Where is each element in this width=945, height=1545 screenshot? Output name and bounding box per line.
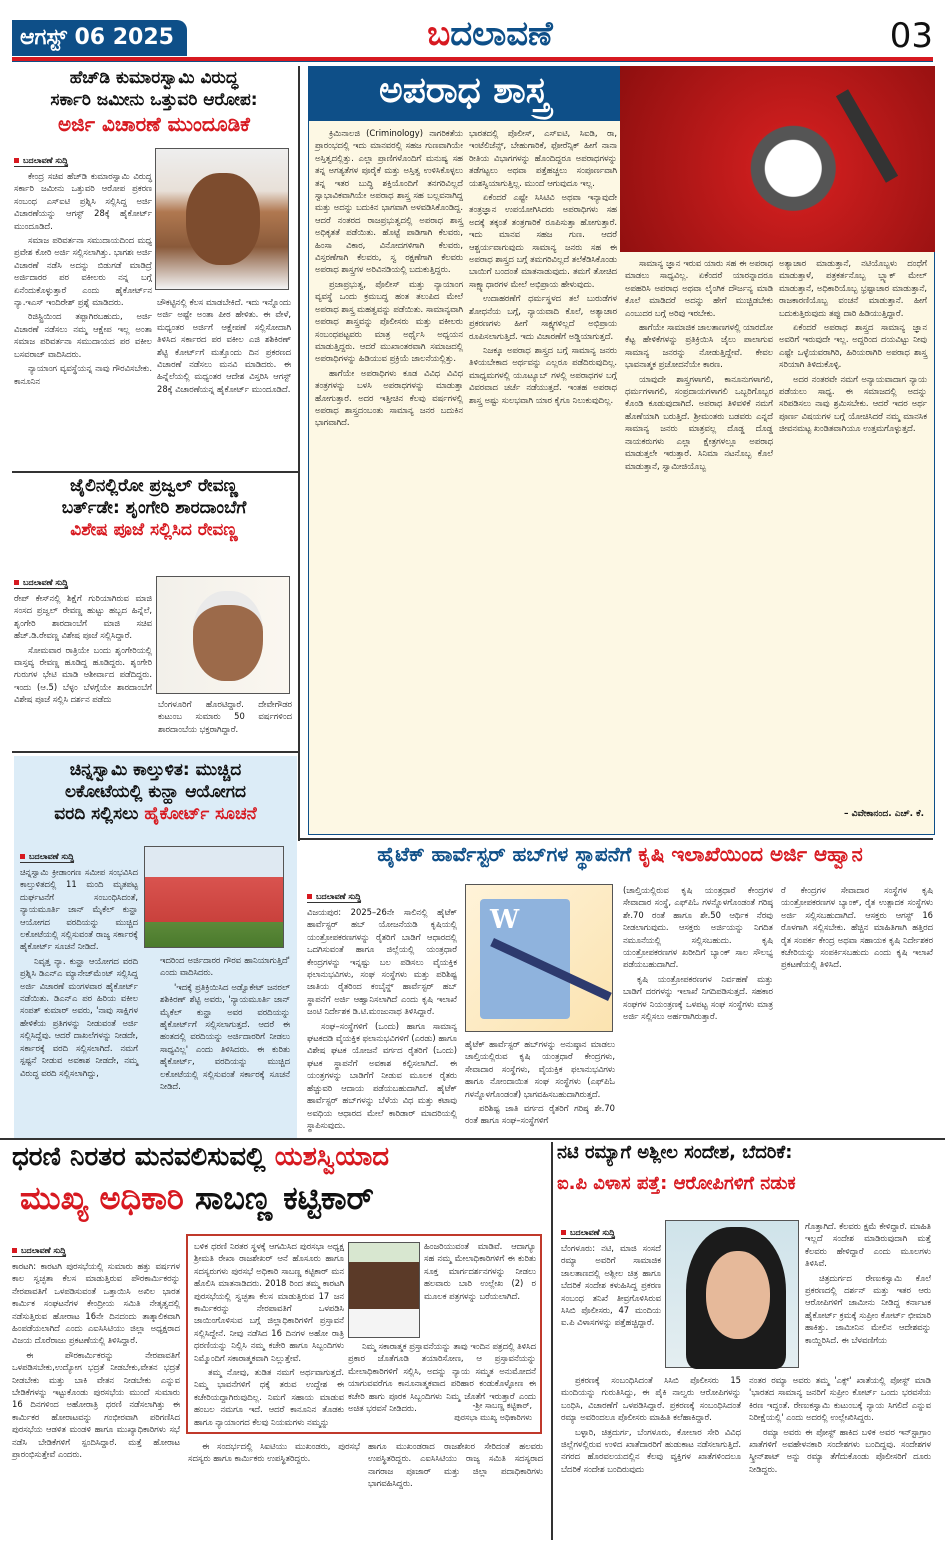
headline-line: ಹೆಚ್‌ಡಿ ಕುಮಾರಸ್ವಾಮಿ ವಿರುದ್ಧ — [69, 68, 239, 88]
headline-line: ನಟಿ ರಮ್ಯಾಗೆ ಅಶ್ಲೀಲ ಸಂದೇಶ, ಬೆದರಿಕೆ: — [557, 1142, 793, 1163]
paragraph: ಸೋಮವಾರ ರಾತ್ರಿಯೇ ಬಂದು ಶೃಂಗೇರಿಯಲ್ಲಿ ವಾಸ್ತವ್ಯ ರೇವಣ್ಣ ಹೂಡಿದ್ದ ಹೂಡಿದ್ದರು. ಶೃಂಗೇರಿ ಗುರುಗಳ ಭೇಟಿ ಮಾಡಿ ಆಶೀರ್ವಾದ ಪಡೆದಿದ್ದರು. ಇಂದು (ಆ.5) ಬೆಳ್ಳಂ ಬೆಳಗ್ಗೆಯೇ ಶಾರದಾಂಬೆಗೆ ವಿಶೇಷ ಪೂಜೆ ಸಲ್ಲಿಸಿ ದರ್ಶನ ಪಡೆದು — [14, 644, 152, 705]
paragraph: ಯಾವುದೇ ಶಾಸ್ತ್ರಗಳಾಗಲಿ, ಕಾನೂನುಗಳಾಗಲಿ, ಧರ್ಮಗಳಾಗಲಿ, ಸಂಪ್ರದಾಯಗಳಾಗಲಿ ಒಬ್ಬರಿಗೊಬ್ಬರ ಕೊಂಡಿ ಕೂಡುವುದಾಗಿದೆ. ಅಪರಾಧ ತಿಳಿವಳಿಕೆ ನಮಗೆ ಹೊಣೆಯಾಗಿ ಬರುತ್ತಿದೆ. ಶ್ರೀಮಂತರು ಬಡವರು ಎನ್ನದೆ ಸಾಮಾನ್ಯ ಜನರು ಮಾತ್ರವಲ್ಲ ದೊಡ್ಡ ದೊಡ್ಡ ನಾಯಕರುಗಳು ಎಲ್ಲಾ ಕ್ಷೇತ್ರಗಳಲ್ಲೂ ಅಪರಾಧ ಮಾಡುತ್ತಲೇ ಇರುತ್ತಾರೆ. ಸಿನಿಮಾ ನಟನೊಬ್ಬ ಕೊಲೆ ಮಾಡುತ್ತಾನೆ, ಸ್ವಾಮೀಜಿಯೊಬ್ಬ — [625, 373, 773, 471]
paragraph: ಪರಿಶಿಷ್ಟ ಜಾತಿ ವರ್ಗದ ರೈತರಿಗೆ ಗರಿಷ್ಠ ಶೇ.70 ರಂತೆ ಹಾಗೂ ಸಂಘ–ಸಂಸ್ಥೆಗಳಿಗೆ — [465, 1103, 615, 1126]
paragraph: (ಚಾಲ್ತಿಯಲ್ಲಿರುವ ಕೃಷಿ ಯಂತ್ರಧಾರೆ ಕೇಂದ್ರಗಳ ಸೇವಾದಾರ ಸಂಸ್ಥೆ, ಎಫ್‌ಪಿಓ ಗಳನ್ನೊಳಗೊಂಡಂತೆ ಗರಿಷ್ಠ ಶೇ.70 ರಂತೆ ಹಾಗೂ ಶೇ.50 ಆರ್ಥಿಕ ನೆರವು ನೀಡಲಾಗುವುದು. ಆಸಕ್ತರು ಅರ್ಜಿಯನ್ನು ನಿಗದಿತ ನಮೂನೆಯಲ್ಲಿ ಸಲ್ಲಿಸಬಹುದು. ಕೃಷಿ ಯಂತ್ರೋಪಕರಣಗಳ ಖರೀದಿಗೆ ಬ್ಯಾಂಕ್ ಸಾಲ ಸೌಲಭ್ಯ ಪಡೆಯಬಹುದಾಗಿದೆ. — [623, 885, 773, 970]
byline: ಬದಲಾವಣೆ ಸುದ್ದಿ — [12, 1246, 66, 1257]
header-divider-thin — [12, 61, 933, 62]
fingerprint-magnifier-image — [620, 66, 935, 252]
paragraph: ಏಕೆಂದರೆ ಅಪರಾಧ ಶಾಸ್ತ್ರದ ಸಾಮಾನ್ಯ ಜ್ಞಾನ ಅವರಿಗೆ ಇರುವುದೇ ಇಲ್ಲ. ಅದ್ದರಿಂದ ದಯವಿಟ್ಟು ನೀವು ಎಷ್ಟೇ ಒಳ್ಳೆಯವರಾಗಿರಿ, ಹಿರಿಯರಾಗಿರಿ ಅಪರಾಧ ಶಾಸ್ತ್ರ ಸರಿಯಾಗಿ ತಿಳಿದುಕೊಳ್ಳಿ. — [779, 322, 927, 370]
brush-icon — [836, 89, 898, 183]
paragraph: ಏಕೆಂದರೆ ಎಷ್ಟೇ ಸಿಸಿಟಿವಿ ಅಥವಾ ಇನ್ಯಾವುದೇ ತಂತ್ರಜ್ಞಾನ ಉಪಯೋಗಿಸಿದರು ಅಪರಾಧಿಗಳು ಸಹ ಅದಕ್ಕೆ ತಕ್ಕಂತೆ ತಂತ್ರಗಾರಿಕೆ ರೂಪಿಸುತ್ತಾ ಹೋಗುತ್ತಾರೆ. ಇದು ಮಾನವ ಸಹಜ ಗುಣ. ಆದರೆ ಆಶ್ಚರ್ಯವಾಗುವುದು ಸಾಮಾನ್ಯ ಜನರು ಸಹ ಈ ಅಪರಾಧ ಶಾಸ್ತ್ರದ ಬಗ್ಗೆ ತಮಗರಿವಿಲ್ಲದೆ ತಲೆಕೆಡಿಸಿಕೊಂಡು ಬಾಯಿಗೆ ಬಂದಂತೆ ಮಾತನಾಡುವುದು. ತಮಗೆ ತೋಚಿದ ಸಾಕ್ಷ್ಯಾಧಾರಗಳ ಮೇಲೆ ಅಭಿಪ್ರಾಯ ಹೇಳುವುದು. — [469, 192, 617, 289]
paragraph: ಕೇಂದ್ರ ಸಚಿವ ಹೆಚ್‌ಡಿ ಕುಮಾರಸ್ವಾಮಿ ವಿರುದ್ಧ ಸರ್ಕಾರಿ ಜಮೀನು ಒತ್ತುವರಿ ಆರೋಪ ಪ್ರಕರಣ ಸಂಬಂಧ ಎಸ್‌ಐಟಿ ಪ್ರಶ್ನಿಸಿ ಸಲ್ಲಿಸಿದ್ದ ಅರ್ಜಿ ವಿಚಾರಣೆಯನ್ನು ಆಗಸ್ಟ್ 28ಕ್ಕೆ ಹೈಕೋರ್ಟ್ ಮುಂದೂಡಿದೆ. — [14, 171, 152, 231]
column-divider — [551, 1142, 553, 1540]
byline: ಬದಲಾವಣೆ ಸುದ್ದಿ — [14, 156, 68, 167]
document-letter: W — [490, 905, 520, 935]
section-divider — [12, 751, 298, 753]
headline-line: ಜೈಲಿನಲ್ಲಿರೋ ಪ್ರಜ್ವಲ್ ರೇವಣ್ಣ — [70, 476, 238, 496]
article-body — [779, 257, 927, 802]
article-body — [307, 906, 457, 1144]
quote-body — [424, 1240, 536, 1338]
paragraph: ರಮ್ಯಾ ಅವರು ಈ ಪೋಸ್ಟ್ ಹಾಕಿದ ಬಳಿಕ ಅವರ ಇನ್‌ಸ್ಟಾಗ್ರಾಂ ಖಾತೆಗಳಿಗೆ ಅವಹೇಳನಕಾರಿ ಸಂದೇಶಗಳು ಬಂದಿದ್ದವು. ಸಂದೇಶಗಳ ಸ್ಕ್ರೀನ್‌ಶಾಟ್ ಅನ್ನು ರಮ್ಯಾ ತೆಗೆದುಕೊಂಡು ಪೊಲೀಸರಿಗೆ ದೂರು ನೀಡಿದ್ದರು. — [749, 1426, 931, 1474]
masthead-rest: ದಲಾವಣೆ — [450, 14, 553, 54]
paragraph: ಅದರ ನಂತರವೇ ನಮಗೆ ಅನ್ಯಾಯವಾದಾಗ ನ್ಯಾಯ ಪಡೆಯಲು ಸಾಧ್ಯ. ಈ ಸಮಾಜದಲ್ಲಿ ಅದನ್ನು ಸರಿಪಡಿಸಲು ನಾವು ಶ್ರಮಿಸಬೇಕು. ಆದರೆ ಇದರ ಅರ್ಥ ಪೂರ್ಣ ವಿಷಯಗಳ ಬಗ್ಗೆ ಯೋಚಿಸಿದರೆ ನಮ್ಮ ಮಾನಸಿಕ ಜೀವನಮಟ್ಟ ಖಂಡಿತವಾಗಿಯೂ ಉತ್ತಮಗೊಳ್ಳುತ್ತದೆ. — [779, 373, 927, 434]
quote-title: ಪುರಸಭಾ ಮುಖ್ಯ ಅಧಿಕಾರಿಗಳು — [454, 1413, 532, 1422]
paragraph: ಹಾಗೆಯೇ ಅಪರಾಧಿಗಳು ಕೂಡ ವಿವಿಧ ವಿವಿಧ ತಂತ್ರಗಳನ್ನು ಬಳಸಿ ಅಪರಾಧಗಳನ್ನು ಮಾಡುತ್ತಾ ಹೋಗುತ್ತಾರೆ. ಅದರ ಇತ್ತೀಚಿನ ಕೆಲವು ವರ್ಷಗಳಲ್ಲಿ ಅಪರಾಧ ಶಾಸ್ತ್ರದಂಬಂತು ಸಾಮಾನ್ಯ ಜನರ ಬದುಕಿನ ಭಾಗವಾಗಿದೆ. — [315, 367, 463, 428]
article-ramya — [557, 1142, 937, 1540]
headline-line: ಬರ್ತ್‌ಡೇ: ಶೃಂಗೇರಿ ಶಾರದಾಂಬೆಗೆ — [61, 498, 247, 518]
paragraph: ಚಿನ್ನಸ್ವಾಮಿ ಕ್ರೀಡಾಂಗಣ ಸಮೀಪ ಸಂಭವಿಸಿದ ಕಾಲ್ತುಳಿತದಲ್ಲಿ 11 ಮಂದಿ ಮೃತಪಟ್ಟ ದುರ್ಘಟನೆಗೆ ಸಂಬಂಧಿಸಿದಂತೆ, ನ್ಯಾಯಮೂರ್ತಿ ಜಾನ್ ಮೈಕೆಲ್ ಕುನ್ಹಾ ಆಯೋಗದ ವರದಿಯನ್ನು ಮುಚ್ಚಿದ ಲಕೋಟೆಯಲ್ಲಿ ಸಲ್ಲಿಸುವಂತೆ ರಾಜ್ಯ ಸರ್ಕಾರಕ್ಕೆ ಹೈಕೋರ್ಟ್ ಸೂಚನೆ ನೀಡಿದೆ. — [20, 867, 138, 952]
headline-text: ಧರಣಿ ನಿರತರ ಮನವಲಿಸುವಲ್ಲಿ — [12, 1142, 275, 1172]
headline-highlight: ಕೃಷಿ ಇಲಾಖೆಯಿಂದ ಅರ್ಜಿ ಆಹ್ವಾನ — [638, 842, 863, 866]
paragraph: ರಿಜಿಸ್ಟ್ರಿಯಿಂದ ತಪ್ಪಾಗಿರಬಹುದು, ಅರ್ಜಿ ವಿಚಾರಣೆ ನಡೆಸಲು ನಮ್ಮ ಆಕ್ಷೇಪ ಇಲ್ಲ ಅಂತಾ ಸಮಾಜ ಪರಿವರ್ತನಾ ಸಮುದಾಯದ ಪರ ವಕೀಲ ಬಸವರಾಜ್ ವಾದಿಸಿದರು. — [14, 311, 152, 359]
headline-highlight: ಹೈಕೋರ್ಟ್ ಸೂಚನೆ — [144, 804, 257, 824]
article-body — [157, 296, 291, 461]
headline-line: ಲಕೋಟೆಯಲ್ಲಿ ಕುನ್ಹಾ ಆಯೋಗದ — [65, 782, 246, 802]
feature-title: ಅಪರಾಧ ಶಾಸ್ತ್ರ — [308, 66, 620, 120]
headline-line — [14, 804, 297, 824]
article-body — [469, 127, 617, 827]
headline-text: ಹೈಟೆಕ್ ಹಾರ್ವೆಸ್ಟರ್ ಹಬ್‌ಗಳ ಸ್ಥಾಪನೆಗೆ — [377, 842, 639, 866]
paragraph: ಪ್ರಕರಣಕ್ಕೆ ಸಂಬಂಧಿಸಿದಂತೆ ಸಿಸಿಬಿ ಪೊಲೀಸರು 15 ಮಂದಿಯನ್ನು ಗುರುತಿಸಿದ್ದು, ಈ ಪೈಕಿ ನಾಲ್ವರು ಆರೋಪಿಗಳನ್ನು ಬಂಧಿಸಿ, ವಿಚಾರಣೆಗೆ ಒಳಪಡಿಸಿದ್ದಾರೆ. ಪ್ರಕರಣಕ್ಕೆ ಸಂಬಂಧಿಸಿದಂತೆ ರಮ್ಯಾ ಅವರಿಂದಲೂ ಪೊಲೀಸರು ಮಾಹಿತಿ ಕಲೆಹಾಕಿದ್ದಾರೆ. — [561, 1375, 741, 1423]
article-body — [14, 170, 152, 475]
photo-sabanna-kattikar — [348, 1242, 420, 1338]
article-body — [561, 1374, 741, 1534]
quote-attribution — [454, 1400, 532, 1424]
headline-line: ಸರ್ಕಾರಿ ಜಮೀನು ಒತ್ತುವರಿ ಆರೋಪ: — [50, 90, 258, 110]
article-body — [781, 884, 933, 1129]
paragraph: ಹಾಗೂ ಮುಖಂಡರಾದ ರಾಜಶೇಖರ ಸೇರಿದಂತೆ ಹಲವರು ಉಪಸ್ಥಿತರಿದ್ದರು. ಎಐಸಿಸಿಟಿಯು ರಾಜ್ಯ ಸಮಿತಿ ಸದಸ್ಯರಾದ ನಾಗರಾಜ ಪೂಜಾರ್ ಮತ್ತು ಜಿಲ್ಲಾ ಪದಾಧಿಕಾರಿಗಳು ಭಾಗವಹಿಸಿದ್ದರು. — [368, 1441, 543, 1489]
byline: ಬದಲಾವಣೆ ಸುದ್ದಿ — [14, 578, 68, 589]
headline-line: ಅರ್ಜಿ ವಿಚಾರಣೆ ಮುಂದೂಡಿಕೆ — [58, 112, 250, 136]
paragraph: 'ಇದಕ್ಕೆ ಪ್ರತಿಕ್ರಿಯಿಸಿದ ಅಡ್ವೊಕೇಟ್ ಜನರಲ್ ಶಶಿಕಿರಣ್ ಶೆಟ್ಟಿ ಅವರು, 'ನ್ಯಾಯಮೂರ್ತಿ ಜಾನ್ ಮೈಕೆಲ್ ಕುನ್ಹಾ ಅವರ ವರದಿಯನ್ನು ಹೈಕೋರ್ಟ್‌ಗೆ ಸಲ್ಲಿಸಲಾಗುತ್ತದೆ. ಆದರೆ ಈ ಹಂತದಲ್ಲಿ ವರದಿಯನ್ನು ಅರ್ಜಿದಾರರಿಗೆ ನೀಡಲು ಸಾಧ್ಯವಿಲ್ಲ' ಎಂದು ತಿಳಿಸಿದರು. ಈ ಕುರಿತು ಹೈಕೋರ್ಟ್, ವರದಿಯನ್ನು ಮುಚ್ಚಿದ ಲಕೋಟೆಯಲ್ಲಿ ಸಲ್ಲಿಸುವಂತೆ ಸರ್ಕಾರಕ್ಕೆ ಸೂಚನೆ ನೀಡಿದೆ. — [160, 981, 290, 1092]
paragraph: ಈ ಪೌರಕಾರ್ಮಿಕರನ್ನು ನೇರಪಾವತಿಗೆ ಒಳಪಡಿಸಬೇಕು,ಉದ್ಯೋಗ ಭದ್ರತೆ ನೀಡಬೇಕು,ವೇತನ ಭದ್ರತೆ ನೀಡಬೇಕು ಮತ್ತು ಬಾಕಿ ವೇತನ ನೀಡಬೇಕು ಎನ್ನುವ ಬೇಡಿಕೆಗಳನ್ನು ಇಟ್ಟುಕೊಂಡು ಪುರಸಭೆಯ ಮುಂದೆ ಸುಮಾರು 16 ದಿನಗಳಿಂದ ಅಹೋರಾತ್ರಿ ಧರಣಿ ನಡೆಸಲಾಗಿತ್ತು ಈ ಕಾರ್ಮಿಕರ ಹೋರಾಟವನ್ನು ಗಂಭೀರವಾಗಿ ಪರಿಗಣಿಸಿದ ಪುರಸಭೆಯ ಆಡಳಿತ ಮಂಡಳಿ ಹಾಗೂ ಮುಖ್ಯಾಧಿಕಾರಿಗಳು ಸಭೆ ನಡೆಸಿ ಬೇಡಿಕೆಗಳಿಗೆ ಸ್ಪಂದಿಸಿದ್ದಾರೆ. ಮತ್ತೆ ಹೋರಾಟ ಪ್ರಾರಂಭಿಸುತ್ತೇವೆ ಎಂದರು. — [12, 1349, 180, 1460]
quote-name: -ಶ್ರೀ ಸಾಬಣ್ಣ ಕಟ್ಟಿಕಾರ್, — [472, 1401, 532, 1410]
column-divider — [298, 66, 300, 841]
paragraph: ನ್ಯಾಯಾಂಗ ವ್ಯವಸ್ಥೆಯನ್ನ ನಾವು ಗೌರವಿಸಬೇಕು. ಕಾನೂನಿನ — [14, 363, 152, 386]
article-body — [188, 1440, 360, 1535]
paragraph: ತಮ್ಮ ನೋವು, ತುಡಿತ ನಮಗೆ ಅರ್ಥವಾಗುತ್ತದೆ. ನಿಮ್ಮ ಭಾವನೆಗಳಿಗೆ ಧಕ್ಕೆ ತರುವ ಉದ್ದೇಶ ಈ ಕಚೇರಿಯದ್ದಾಗಿರುವುದಿಲ್ಲ. ನಿಮಗೆ ಸಹಾಯ ಮಾಡುವ ಹಂಬಲ ನಮಗೂ ಇದೆ. ಆದರೆ ಕಾನೂನಿನ ತೊಡಕು ಹಾಗೂ ನ್ಯಾಯಾಂಗದ ಕೆಲವು ನಿಯಮಗಳು ನಮ್ಮನ್ನು — [194, 1367, 344, 1427]
headline-highlight: ಮುಖ್ಯ ಅಧಿಕಾರಿ — [20, 1179, 195, 1217]
paragraph: ಚಿತ್ರದುರ್ಗದ ರೇಣುಕಸ್ವಾಮಿ ಕೊಲೆ ಪ್ರಕರಣದಲ್ಲಿ ದರ್ಶನ್ ಮತ್ತು ಇತರ ಆರು ಆರೋಪಿಗಳಿಗೆ ಜಾಮೀನು ನೀಡಿದ್ದ ಕರ್ನಾಟಕ ಹೈಕೋರ್ಟ್ ಕ್ರಮಕ್ಕೆ ಸುಪ್ರೀಂ ಕೋರ್ಟ್ ಛೀಮಾರಿ ಹಾಕಿತ್ತು. ಜಾಮೀನಿನ ಮೇಲಿನ ಆದೇಶವನ್ನು ಕಾಯ್ದಿರಿಸಿದೆ. ಈ ಬೆಳವಣಿಗೆಯ — [805, 1272, 931, 1345]
photo-revanna — [156, 576, 290, 694]
article-body — [12, 1260, 180, 1545]
headline — [305, 842, 935, 866]
photo-ramya — [665, 1220, 799, 1368]
paragraph: ಹಾಗೆಯೇ ಸಾಮಾಜಿಕ ಜಾಲತಾಣಗಳಲ್ಲಿ ಯಾರದೋ ಕೆಟ್ಟ ಹೇಳಿಕೆಗಳನ್ನು ಪ್ರತಿಕ್ರಿಯಿಸಿ ಜೈಲು ಪಾಲಾಗುವ ಸಾಮಾನ್ಯ ಜನರನ್ನು ನೋಡುತ್ತಿದ್ದೇವೆ. ಕೇವಲ ಭಾವನಾತ್ಮಕ ಪ್ರಚೋದನೆಯೇ ಕಾರಣ. — [625, 322, 773, 370]
article-body — [625, 257, 773, 827]
paragraph: ಪ್ರಜಾಪ್ರಭುತ್ವ, ಪೊಲೀಸ್ ಮತ್ತು ನ್ಯಾಯಾಂಗ ವ್ಯವಸ್ಥೆ ಒಂದು ಕ್ರಮಬದ್ಧ ಹಂತ ತಲುಪಿದ ಮೇಲೆ ಅಪರಾಧ ಶಾಸ್ತ್ರ ಮಹತ್ವವನ್ನು ಪಡೆಯಿತು. ಸಾಮಾನ್ಯವಾಗಿ ಅಪರಾಧ ಶಾಸ್ತ್ರವನ್ನು ಪೊಲೀಸರು ಮತ್ತು ವಕೀಲರು ಸಂಬಂಧಪಟ್ಟವರು ಮಾತ್ರ ಅರ್ಥೈಸಿ ಅಧ್ಯಯನ ಮಾಡುತ್ತಿದ್ದರು. ಆದರೆ ಮುಖಾಂತರವಾಗಿ ಸಮಾಜದಲ್ಲಿ ಅಪರಾಧಿಗಳನ್ನು ಹಿಡಿಯುವ ಪ್ರಕ್ರಿಯೆ ಜಾಲನೆಯಲ್ಲಿತ್ತು. — [315, 278, 463, 364]
paragraph: ನಿಜಕ್ಕೂ ಅಪರಾಧ ಶಾಸ್ತ್ರದ ಬಗ್ಗೆ ಸಾಮಾನ್ಯ ಜನರು ತಿಳಿಯಬೇಕಾದ ಅರ್ಥವನ್ನು ಎಲ್ಲರೂ ಪಡೆದಿರುವುದಿಲ್ಲ. ಮಾಧ್ಯಮಗಳಲ್ಲಿ ಯೂಟ್ಯೂಬ್ ಗಳಲ್ಲಿ ಅಪರಾಧಗಳ ಬಗ್ಗೆ ವಿವರವಾದ ಚರ್ಚೆ ನಡೆಯುತ್ತದೆ. ಇಂತಹ ಅಪರಾಧ ಶಾಸ್ತ್ರ ಅಷ್ಟು ಸುಲಭವಾಗಿ ಯಾರ ಕೈಗೂ ನಿಲುಕುವುದಿಲ್ಲ. — [469, 344, 617, 405]
article-body — [561, 1242, 661, 1390]
paragraph: ಬೆಂಗಳೂರು: ನಟಿ, ಮಾಜಿ ಸಂಸದೆ ರಮ್ಯಾ ಅವರಿಗೆ ಸಾಮಾಜಿಕ ಜಾಲತಾಣದಲ್ಲಿ ಅಶ್ಲೀಲ ಚಿತ್ರ ಹಾಗೂ ಬೆದರಿಕೆ ಸಂದೇಶ ಕಳುಹಿಸಿದ್ದ ಪ್ರಕರಣ ಸಂಬಂಧ ತನಿಖೆ ತೀವ್ರಗೊಳಿಸಿರುವ ಸಿಸಿಬಿ ಪೊಲೀಸರು, 47 ಮಂದಿಯ ಐ.ಪಿ ವಿಳಾಸಗಳನ್ನು ಪತ್ತೆಹಚ್ಚಿದ್ದಾರೆ. — [561, 1243, 661, 1328]
headline-line — [8, 1142, 548, 1173]
section-divider — [0, 1138, 945, 1140]
paragraph: ಕಾರಟಗಿ: ಕಾರಟಗಿ ಪುರಸಭೆಯಲ್ಲಿ ಸುಮಾರು ಹತ್ತು ವರ್ಷಗಳ ಕಾಲ ಸ್ವಚ್ಛತಾ ಕೆಲಸ ಮಾಡುತ್ತಿರುವ ಪೌರಕಾರ್ಮಿಕರನ್ನು ನೇರಪಾವತಿಗೆ ಒಳಪಡಿಸುವಂತೆ ಒತ್ತಾಯಿಸಿ ಅಖಿಲ ಭಾರತ ಕಾರ್ಮಿಕ ಸಂಘಟನೆಗಳ ಕೇಂದ್ರೀಯ ಸಮಿತಿ ನೇತೃತ್ವದಲ್ಲಿ ನಡೆಸುತ್ತಿರುವ ಹೋರಾಟ 16ನೇ ದಿನದಂದು ತಾತ್ಕಾಲಿಕವಾಗಿ ಹಿಂಪಡೆಯಲಾಗಿದೆ ಎಂದು ಎಐಸಿಸಿಟಿಯು ಜಿಲ್ಲಾ ಅಧ್ಯಕ್ಷರಾದ ವಿಜಯ ದೊರೆರಾಜು ಪ್ರಕಟಣೆಯಲ್ಲಿ ತಿಳಿಸಿದ್ದಾರೆ. — [12, 1261, 180, 1346]
section-divider — [300, 838, 933, 840]
issue-date: ಆಗಸ್ಟ್ 06 2025 — [12, 20, 187, 56]
byline: ಬದಲಾವಣೆ ಸುದ್ದಿ — [20, 852, 74, 863]
paragraph: ನಂತರ ರಮ್ಯಾ ಅವರು ತಮ್ಮ 'ಎಕ್ಸ್' ಖಾತೆಯಲ್ಲಿ ಪೋಸ್ಟ್ ಮಾಡಿ 'ಭಾರತದ ಸಾಮಾನ್ಯ ಜನರಿಗೆ ಸುಪ್ರೀಂ ಕೋರ್ಟ್ ಒಂದು ಭರವಸೆಯ ಕಿರಣ ಇದ್ದಂತೆ. ರೇಣುಕಸ್ವಾಮಿ ಕುಟುಂಬಕ್ಕೆ ನ್ಯಾಯ ಸಿಗಲಿದೆ ಎನ್ನುವ ನಿರೀಕ್ಷೆಯಲ್ಲಿ' ಎಂದು ಅದರಲ್ಲಿ ಉಲ್ಲೇಖಿಸಿದ್ದರು. — [749, 1375, 931, 1423]
paragraph: ಗೊತ್ತಾಗಿದೆ. ಕೆಲವರು ಕ್ಷಮೆ ಕೇಳಿದ್ದಾರೆ. ಮಾಹಿತಿ ಇಲ್ಲದೆ ಸಂದೇಶ ಮಾಡಿರುವುದಾಗಿ ಮತ್ತೆ ಕೆಲವರು ಹೇಳಿದ್ದಾರೆ ಎಂದು ಮೂಲಗಳು ತಿಳಿಸಿವೆ. — [805, 1221, 931, 1269]
paragraph: ಬಳಿಕ ಧರಣಿ ನಿರತರ ಸ್ಥಳಕ್ಕೆ ಆಗಮಿಸಿದ ಪುರಸಭಾ ಅಧ್ಯಕ್ಷ ಶ್ರೀಮತಿ ರೇಖಾ ರಾಜಶೇಖರ್ ಆನೆ ಹೊಸೂರು ಹಾಗೂ ಸದಸ್ಯರುಗಳು ಪುರಸಭೆ ಅಧಿಕಾರಿ ಸಾಬಣ್ಣ ಕಟ್ಟಿಕಾರ್ ಮನ ಹೊಲಿಸಿ ಮಾತನಾಡಿದರು. 2018 ರಿಂದ ತಮ್ಮ ಕಾರಟಗಿ ಪುರಸಭೆಯಲ್ಲಿ ಸ್ವಚ್ಛತಾ ಕೆಲಸ ಮಾಡುತ್ತಿರುವ 17 ಜನ ಕಾರ್ಮಿಕರನ್ನು ನೇರಪಾವತಿಗೆ ಒಳಪಡಿಸಿ ಜಾಯಿಂಗೊಳಿಸುವ ಬಗ್ಗೆ ಜಿಲ್ಲಾಧಿಕಾರಿಗಳಿಗೆ ಪ್ರಸ್ತಾವನೆ ಸಲ್ಲಿಸಿದ್ದೇನೆ. ನೀವು ನಡೆಸಿದ 16 ದಿನಗಳ ಅಹೋ ರಾತ್ರಿ ಧರಣಿಯನ್ನು ನಿಲ್ಲಿಸಿ ನಮ್ಮ ಕಚೇರಿ ಹಾಗೂ ಸಿಬ್ಬಂದಿಗಳು ನಿಮ್ಮೊಂದಿಗೆ ಸಕಾರಾತ್ಮಕವಾಗಿ ನಿಲ್ಲುತ್ತೇವೆ. — [194, 1241, 344, 1363]
paragraph: ಸಂಘ–ಸಂಸ್ಥೆಗಳಿಗೆ (ಒಂದು) ಹಾಗೂ ಸಾಮಾನ್ಯ ಘಟಕದಡಿ ವೈಯಕ್ತಿಕ ಫಲಾನುಭವಿಗಳಿಗೆ (ಎರಡು) ಹಾಗೂ ವಿಶೇಷ ಘಟಕ ಯೋಜನೆ ವರ್ಗದ ರೈತರಿಗೆ (ಒಂದು) ಘಟಕ ಸ್ಥಾಪನೆಗೆ ಅವಕಾಶ ಕಲ್ಪಿಸಲಾಗಿದೆ. ಈ ಯಂತ್ರಗಳನ್ನು ಬಾಡಿಗೆಗೆ ನೀಡುವ ಮೂಲಕ ರೈತರು ಹೆಚ್ಚುವರಿ ಆದಾಯ ಪಡೆಯಬಹುದಾಗಿದೆ. ಹೈಟೆಕ್ ಹಾರ್ವೆಸ್ಟರ್ ಹಬ್‌ಗಳನ್ನು ಬೆಳೆಯ ವಿಧ ಮತ್ತು ಕಟಾವು ಅವಧಿಯ ಆಧಾರದ ಮೇಲೆ ಕಾರಿಡಾರ್ ಮಾದರಿಯಲ್ಲಿ ಸ್ಥಾಪಿಸುವುದು. — [307, 1020, 457, 1130]
masthead-first-letter: ಬ — [427, 14, 451, 54]
paragraph: ಹಿಂಜರಿಯುವಂತೆ ಮಾಡಿವೆ. ಆದಾಗ್ಯೂ ಸಹ ನಮ್ಮ ಮೇಲಾಧಿಕಾರಿಗಳಿಗೆ ಈ ಕುರಿತು ಸೂಕ್ತ ಮಾರ್ಗದರ್ಶನಗಳನ್ನು ನೀಡಲು ಹಲವಾರು ಬಾರಿ ಉಲ್ಲೇಖ (2) ರ ಮೂಲಕ ಪತ್ರಗಳನ್ನು ಬರೆಯಲಾಗಿದೆ. — [424, 1241, 536, 1301]
paragraph: ಕೃಷಿ ಯಂತ್ರೋಪಕರಣಗಳ ನಿರ್ವಹಣೆ ಮತ್ತು ಬಾಡಿಗೆ ದರಗಳನ್ನು ಇಲಾಖೆ ನಿಗದಿಪಡಿಸುತ್ತದೆ. ಸಹಕಾರ ಸಂಘಗಳ ನಿಯಂತ್ರಣಕ್ಕೆ ಒಳಪಟ್ಟ ಸಂಘ ಸಂಸ್ಥೆಗಳು ಮಾತ್ರ ಅರ್ಜಿ ಸಲ್ಲಿಸಲು ಅರ್ಹರಾಗಿರುತ್ತಾರೆ. — [623, 973, 773, 1022]
paragraph: ಸಮಾಜ ಪರಿವರ್ತನಾ ಸಮುದಾಯದಿಂದ ಮಧ್ಯ ಪ್ರವೇಶ ಕೋರಿ ಅರ್ಜಿ ಸಲ್ಲಿಸಲಾಗಿತ್ತು. ಭಾಗಶಃ ಅರ್ಜಿ ವಿಚಾರಣೆ ನಡೆಸಿ ಅದನ್ನು ಬಿಡುಗಡೆ ಮಾಡಿದ್ರೆ ಅರ್ಜಿದಾರರ ಪರ ವಕೀಲರು ನನ್ನ ಬಗ್ಗೆ ಏನೆಂದುಕೊಳ್ಳುತ್ತಾರೆ ಎಂದು ಹೈಕೋರ್ಟ್‌ನ ನ್ಯಾ.ಇಎಸ್ ಇಂದಿರೇಶ್ ಪ್ರಶ್ನೆ ಮಾಡಿದರು. — [14, 235, 152, 308]
section-divider — [12, 471, 298, 473]
byline: ಬದಲಾವಣೆ ಸುದ್ದಿ — [561, 1228, 615, 1239]
headline-line — [8, 1179, 548, 1218]
article-kumaraswamy — [12, 66, 296, 470]
paragraph: ಈ ಸಂದರ್ಭದಲ್ಲಿ ಸಿಐಟಿಯು ಮುಖಂಡರು, ಪುರಸಭೆ ಸದಸ್ಯರು ಹಾಗೂ ಕಾರ್ಮಿಕರು ಉಪಸ್ಥಿತರಿದ್ದರು. — [188, 1441, 360, 1464]
headline-text: ವರದಿ ಸಲ್ಲಿಸಲು — [54, 804, 145, 824]
article-chinnaswamy — [14, 756, 297, 1140]
article-body — [623, 884, 773, 1129]
quote-box — [186, 1234, 542, 1434]
article-agriculture — [305, 842, 935, 1135]
paragraph: ಬಳ್ಳಾರಿ, ಚಿತ್ರದುರ್ಗ, ಬೆಂಗಳೂರು, ಕೋಲಾರ ಸೇರಿ ವಿವಿಧ ಜಿಲ್ಲೆಗಳಲ್ಲಿರುವ ಉಳಿದ ಖಾತೆದಾರರಿಗೆ ಹುಡುಕಾಟ ನಡೆಸಲಾಗುತ್ತಿದೆ. ನಗರದ ಹೊರವಲಯದಲ್ಲಿನ ಕೆಲವು ವ್ಯಕ್ತಿಗಳ ಖಾತೆಗಳಿಂದಲೂ ಬೆದರಿಕೆ ಸಂದೇಶ ಬಂದಿರುವುದು — [561, 1426, 741, 1474]
masthead-logo — [380, 14, 600, 54]
article-revanna — [12, 474, 296, 750]
paragraph: ಕ್ರಿಮಿನಾಲಜಿ (Criminology) ನಾಗರಿಕತೆಯ ಪ್ರಾರಂಭದಲ್ಲಿ ಇದು ಮಾನವರಲ್ಲಿ ಸಹಜ ಗುಣವಾಗಿಯೇ ಅಸ್ತಿತ್ವದಲ್ಲಿತ್ತು. ಎಲ್ಲಾ ಪ್ರಾಣಿಗಳೊಂದಿಗೆ ಮನುಷ್ಯ ಸಹ ತನ್ನ ಅಗತ್ಯತೆಗಳ ಪೂರೈಕೆ ಮತ್ತು ಅಸ್ತಿತ್ವ ಉಳಿಸಿಕೊಳ್ಳಲು ತನ್ನ ಇತರ ಬುದ್ಧಿ ಶಕ್ತಿಯೊಂದಿಗೆ ತನಗರಿವಿಲ್ಲದೆ ಸ್ವಾಭಾವಿಕವಾಗಿಯೇ ಅಪರಾಧ ಶಾಸ್ತ್ರ ಸಹ ಬಲ್ಲವನಾಗಿದ್ದ ಮತ್ತು ಅದನ್ನು ಬದುಕಿನ ಭಾಗವಾಗಿ ಅಳವಡಿಸಿಕೊಂಡಿದ್ದ. ಆದರೆ ನಂತರದ ರಾಜಪ್ರಭುತ್ವದಲ್ಲಿ ಅಪರಾಧ ಶಾಸ್ತ್ರ ಅಧಿಕೃತತೆ ಪಡೆಯಿತು. ಹೊಟ್ಟೆ ಪಾಡಿಗಾಗಿ ಕೆಲವರು, ಹಿಂಸಾ ವಿಕಾರ, ವಿನೋದಗಳಿಗಾಗಿ ಕೆಲವರು, ವಿಸ್ತರಣೆಗಾಗಿ ಕೆಲವರು, ಸ್ವ ರಕ್ಷಣೆಗಾಗಿ ಕೆಲವರು ಅಪರಾಧ ಶಾಸ್ತ್ರಗಳ ಅರಿವಿನಡಿಯಲ್ಲಿ ಬದುಕುತ್ತಿದ್ದರು. — [315, 128, 463, 275]
paragraph: ಉದಾಹರಣೆಗೆ ಧರ್ಮಸ್ಥಳದ ತಲೆ ಬುರುಡೆಗಳ ಶೋಧನೆಯ ಬಗ್ಗೆ, ನ್ಯಾಯವಾದಿ ಕೊಲೆ, ಅತ್ಯಾಚಾರ ಪ್ರಕರಣಗಳು ಹೀಗೆ ಸಾಕ್ಷ್ಯಗಳಿಲ್ಲದೆ ಅಭಿಪ್ರಾಯ ರೂಪಿಸಲಾಗುತ್ತಿದೆ. ಇದು ವಿಚಾರಣೆಗೆ ಅಡ್ಡಿಯಾಗುತ್ತದೆ. — [469, 293, 617, 341]
article-karatagi — [8, 1142, 548, 1540]
author-credit: – ವಿವೇಕಾನಂದ. ಎಚ್. ಕೆ. — [844, 809, 924, 819]
photo-kumaraswamy — [155, 148, 289, 290]
quote-body — [194, 1240, 344, 1428]
headline-line: ಐ.ಪಿ ವಿಳಾಸ ಪತ್ತೆ: ಆರೋಪಿಗಳಿಗೆ ನಡುಕ — [557, 1173, 796, 1194]
photo-high-court — [144, 846, 284, 948]
article-body — [315, 127, 463, 827]
article-body — [160, 954, 290, 1134]
article-body — [465, 1038, 615, 1130]
paragraph: ಬೆಂಗಳೂರಿಗೆ ಹೊರಟಿದ್ದಾರೆ. ದೇವೇಗೌಡರ ಕುಟುಂಬ ಸುಮಾರು 50 ವರ್ಷಗಳಿಂದ ಶಾರದಾಂಬೆಯ ಭಕ್ತರಾಗಿದ್ದಾರೆ. — [158, 699, 292, 734]
paragraph: ಚೌಕಟ್ಟಿನಲ್ಲಿ ಕೆಲಸ ಮಾಡಬೇಕಿದೆ. ಇದು ಇನ್ನೊಂದು ಅರ್ಜಿ ಅಷ್ಟೇ ಅಂತಾ ಪೀಠ ಹೇಳಿತು. ಈ ವೇಳೆ, ಮಧ್ಯಂತರ ಅರ್ಜಿಗೆ ಆಕ್ಷೇಪಣೆ ಸಲ್ಲಿಸೋದಾಗಿ ತಿಳಿಸಿದ ಸರ್ಕಾರದ ಪರ ವಕೀಲ ಎಜಿ ಶಶಿಕಿರಣ್ ಶೆಟ್ಟಿ ಕೋರ್ಟ್‌ಗೆ ಮತ್ತೊಂದು ದಿನ ಪ್ರಕರಣದ ವಿಚಾರಣೆ ನಡೆಸಲು ಮನವಿ ಮಾಡಿದರು. ಈ ಹಿನ್ನೆಲೆಯಲ್ಲಿ ಮಧ್ಯಂತರ ಆದೇಶ ವಿಸ್ತರಿಸಿ ಆಗಸ್ಟ್ 28ಕ್ಕೆ ವಿಚಾರಣೆಯನ್ನ ಹೈಕೋರ್ಟ್ ಮುಂದೂಡಿದೆ. — [157, 297, 291, 394]
article-body — [368, 1440, 543, 1535]
paragraph: ಅತ್ಯಾಚಾರ ಮಾಡುತ್ತಾನೆ, ನಟಿಯೊಬ್ಬಳು ದಂಧೆಗೆ ಮಾಡುತ್ತಾಳೆ, ಪತ್ರಕರ್ತನೊಬ್ಬ ಬ್ಲ್ಯಾಕ್ ಮೇಲ್ ಮಾಡುತ್ತಾನೆ, ಅಧಿಕಾರಿಯೊಬ್ಬ ಭ್ರಷ್ಟಾಚಾರ ಮಾಡುತ್ತಾನೆ, ರಾಜಕಾರಣಿಯೊಬ್ಬ ವಂಚನೆ ಮಾಡುತ್ತಾನೆ. ಹೀಗೆ ಬದುಕುತ್ತಿರುವುದು ತಪ್ಪು ದಾರಿ ಹಿಡಿಯುತ್ತಿದ್ದಾರೆ. — [779, 258, 927, 318]
document-illustration — [465, 884, 613, 1032]
byline: ಬದಲಾವಣೆ ಸುದ್ದಿ — [307, 892, 361, 903]
paragraph: ಹೈಟೆಕ್ ಹಾರ್ವೆಸ್ಟರ್ ಹಬ್‌ಗಳನ್ನು ಅನುಷ್ಠಾನ ಮಾಡಲು ಚಾಲ್ತಿಯಲ್ಲಿರುವ ಕೃಷಿ ಯಂತ್ರಧಾರೆ ಕೇಂದ್ರಗಳು, ಸೇವಾದಾರ ಸಂಸ್ಥೆಗಳು, ವೈಯಕ್ತಿಕ ಫಲಾನುಭವಿಗಳು ಹಾಗೂ ನೋಂದಾಯಿತ ಸಂಘ ಸಂಸ್ಥೆಗಳು (ಎಫ್‌ಪಿಓ ಗಳನ್ನೊಳಗೊಂಡಂತೆ) ಭಾಗವಹಿಸಬಹುದಾಗಿರುತ್ತದೆ. — [465, 1039, 615, 1099]
article-body — [20, 866, 138, 1146]
paragraph: ನಿಮ್ಮ ಸಕಾರಾತ್ಮಕ ಪ್ರಸ್ತಾವನೆಯನ್ನು ತಾವು ಇಂದಿನ ಪತ್ರದಲ್ಲಿ ತಿಳಿಸಿದ ಪ್ರಕಾರ ಜೊತೆಗೂಡಿ ತಯಾರಿಸೋಣ, ಆ ಪ್ರಸ್ತಾವನೆಯನ್ನು ಮೇಲಾಧಿಕಾರಿಗಳಿಗೆ ಸಲ್ಲಿಸಿ, ಅದನ್ನು ನ್ಯಾಯ ಸಮ್ಮತ ಅನುಮೋದನೆ ಯಾಗುವವರೆಗೂ ಕಾನೂನಾತ್ಮಕವಾದ ಪರಿಹಾರ ಕಂಡುಕೊಳ್ಳೋಣ ಈ ಕಚೇರಿ ಹಾಗು ಪೂರಕ ಸಿಬ್ಬಂದಿಗಳು ನಿಮ್ಮ ಜೊತೆಗೆ ಇರುತ್ತಾರೆ ಎಂದು ಅಚಿತ ಭರವಸೆ ನೀಡಿದರು. — [348, 1341, 536, 1414]
paragraph: ರೆ ಕೇಂದ್ರಗಳ ಸೇವಾದಾರ ಸಂಸ್ಥೆಗಳ ಕೃಷಿ ಯಂತ್ರೋಪಕರಣಗಳ ಬ್ಯಾಂಕ್, ರೈತ ಉತ್ಪಾದಕ ಸಂಸ್ಥೆಗಳು ಅರ್ಜಿ ಸಲ್ಲಿಸಬಹುದಾಗಿದೆ. ಆಸಕ್ತರು ಆಗಸ್ಟ್ 16 ರೊಳಗಾಗಿ ಸಲ್ಲಿಸಬೇಕು. ಹೆಚ್ಚಿನ ಮಾಹಿತಿಗಾಗಿ ಹತ್ತಿರದ ರೈತ ಸಂಪರ್ಕ ಕೇಂದ್ರ ಅಥವಾ ಸಹಾಯಕ ಕೃಷಿ ನಿರ್ದೇಶಕರ ಕಚೇರಿಯನ್ನು ಸಂಪರ್ಕಿಸಬಹುದು ಎಂದು ಕೃಷಿ ಇಲಾಖೆ ಪ್ರಕಟಣೆಯಲ್ಲಿ ತಿಳಿಸಿದೆ. — [781, 885, 933, 970]
paragraph: ಸಾಮಾನ್ಯ ಜ್ಞಾನ ಇರುವ ಯಾರು ಸಹ ಈ ಅಪರಾಧ ಮಾಡಲು ಸಾಧ್ಯವಿಲ್ಲ. ಏಕೆಂದರೆ ಯಾರನ್ನಾದರೂ ಅಪಹರಿಸಿ ಅಪರಾಧ ಅಥವಾ ಲೈಂಗಿಕ ದೌರ್ಜನ್ಯ ಮಾಡಿ ಕೊಲೆ ಮಾಡಿದರೆ ಅದನ್ನು ಹೇಗೆ ಮುಚ್ಚಿಡಬೇಕು ಎಂಬುದರ ಬಗ್ಗೆ ಅರಿವು ಇರಬೇಕು. — [625, 258, 773, 318]
article-body — [805, 1220, 931, 1370]
page-number: 03 — [889, 16, 933, 56]
article-body — [749, 1374, 931, 1534]
headline-highlight: ಯಶಸ್ವಿಯಾದ — [274, 1142, 390, 1172]
paragraph: ವಿಜಯಪುರ: 2025–26ನೇ ಸಾಲಿನಲ್ಲಿ ಹೈಟೆಕ್ ಹಾರ್ವೆಸ್ಟರ್ ಹಬ್ ಯೋಜನೆಯಡಿ ಕೃಷಿಯಲ್ಲಿ ಯಂತ್ರೋಪಕರಣಗಳನ್ನು ರೈತರಿಗೆ ಬಾಡಿಗೆ ಆಧಾರದಲ್ಲಿ ಒದಗಿಸುವಂತೆ ಹಾಗೂ ಜಿಲ್ಲೆಯಲ್ಲಿ ಯಂತ್ರಧಾರೆ ಕೇಂದ್ರಗಳನ್ನು ಇನ್ನಷ್ಟು ಬಲ ಪಡಿಸಲು ವೈಯಕ್ತಿಕ ಫಲಾನುಭವಿಗಳು, ಸಂಘ ಸಂಸ್ಥೆಗಳು ಮತ್ತು ಪರಿಶಿಷ್ಟ ಜಾತಿಯ ರೈತರಿಂದ ಕಂಬೈನ್ಡ್ ಹಾರ್ವೆಸ್ಟರ್ ಹಬ್ ಸ್ಥಾಪನೆಗೆ ಅರ್ಜಿ ಆಹ್ವಾನಿಸಲಾಗಿದೆ ಎಂದು ಕೃಷಿ ಇಲಾಖೆ ಜಂಟಿ ನಿರ್ದೇಶಕ ಡಿ.ಟಿ.ಮಂಜುನಾಥ ತಿಳಿಸಿದ್ದಾರೆ. — [307, 907, 457, 1017]
article-body — [14, 592, 152, 757]
paragraph: ರೇಪ್ ಕೇಸ್‌ನಲ್ಲಿ ಶಿಕ್ಷೆಗೆ ಗುರಿಯಾಗಿರುವ ಮಾಜಿ ಸಂಸದ ಪ್ರಜ್ವಲ್ ರೇವಣ್ಣ ಹುಟ್ಟು ಹಬ್ಬದ ಹಿನ್ನೆಲೆ, ಶೃಂಗೇರಿ ಶಾರದಾಂಬೆಗೆ ಮಾಜಿ ಸಚಿವ ಹೆಚ್.ಡಿ.ರೇವಣ್ಣ ವಿಶೇಷ ಪೂಜೆ ಸಲ್ಲಿಸಿದ್ದಾರೆ. — [14, 593, 152, 641]
paragraph: ನಿವೃತ್ತ ನ್ಯಾ. ಕುನ್ಹಾ ಆಯೋಗದ ವರದಿ ಪ್ರಶ್ನಿಸಿ ಡಿಎನ್‌ಎ ಮ್ಯಾನೇಜ್‌ಮೆಂಟ್ ಸಲ್ಲಿಸಿದ್ದ ಅರ್ಜಿ ವಿಚಾರಣೆ ಮಂಗಳವಾರ ಹೈಕೋರ್ಟ್ ನಡೆಯಿತು. ಡಿಎನ್‌ಎ ಪರ ಹಿರಿಯ ವಕೀಲ ಸಂಪತ್ ಕುಮಾರ್ ಅವರು, 'ನಾವು ಸಾಕ್ಷಿಗಳ ಹೇಳಿಕೆಯ ಪ್ರತಿಗಳನ್ನು ನೀಡುವಂತೆ ಅರ್ಜಿ ಸಲ್ಲಿಸಿದ್ದೆವು. ಆದರೆ ದಾಖಲೆಗಳನ್ನು ನೀಡದೇ, ಸರ್ಕಾರಕ್ಕೆ ವರದಿ ಸಲ್ಲಿಸಲಾಗಿದೆ. ನಮಗೆ ಸ್ಪಷ್ಟನೆ ನೀಡುವ ಅವಕಾಶ ನೀಡದೇ, ನಮ್ಮ ವಿರುದ್ಧ ವರದಿ ಸಲ್ಲಿಸಲಾಗಿದ್ದು, — [20, 955, 138, 1078]
paragraph: ಭಾರತದಲ್ಲಿ ಪೊಲೀಸ್, ಎಸ್‌ಐಟಿ, ಸಿಐಡಿ, ರಾ, ಇಂಟೆಲಿಜೆನ್ಸ್, ಬೇಹುಗಾರಿಕೆ, ಫೋರೆನ್ಸಿಕ್ ಹೀಗೆ ನಾನಾ ರೀತಿಯ ವಿಭಾಗಗಳನ್ನು ಹೊಂದಿದ್ದರೂ ಅಪರಾಧಗಳನ್ನು ತಡೆಗಟ್ಟಲು ಅಥವಾ ಪತ್ತೆಹಚ್ಚಲು ಸಂಪೂರ್ಣವಾಗಿ ಯಶಸ್ವಿಯಾಗುತ್ತಿಲ್ಲ. ಮುಂದೆ ಆಗುವುದೂ ಇಲ್ಲ. — [469, 128, 617, 188]
headline-line: ವಿಶೇಷ ಪೂಜೆ ಸಲ್ಲಿಸಿದ ರೇವಣ್ಣ — [70, 520, 238, 540]
headline-text: ಸಾಬಣ್ಣ ಕಟ್ಟಿಕಾರ್ — [194, 1179, 374, 1217]
headline-line: ಚಿನ್ನಸ್ವಾಮಿ ಕಾಲ್ತುಳಿತ: ಮುಚ್ಚಿದ — [69, 760, 242, 780]
photo-caption — [158, 698, 292, 748]
paragraph: ಇದರಿಂದ ಅರ್ಜಿದಾರರ ಗೌರವ ಹಾನಿಯಾಗುತ್ತಿದೆ' ಎಂದು ವಾದಿಸಿದರು. — [160, 955, 290, 978]
